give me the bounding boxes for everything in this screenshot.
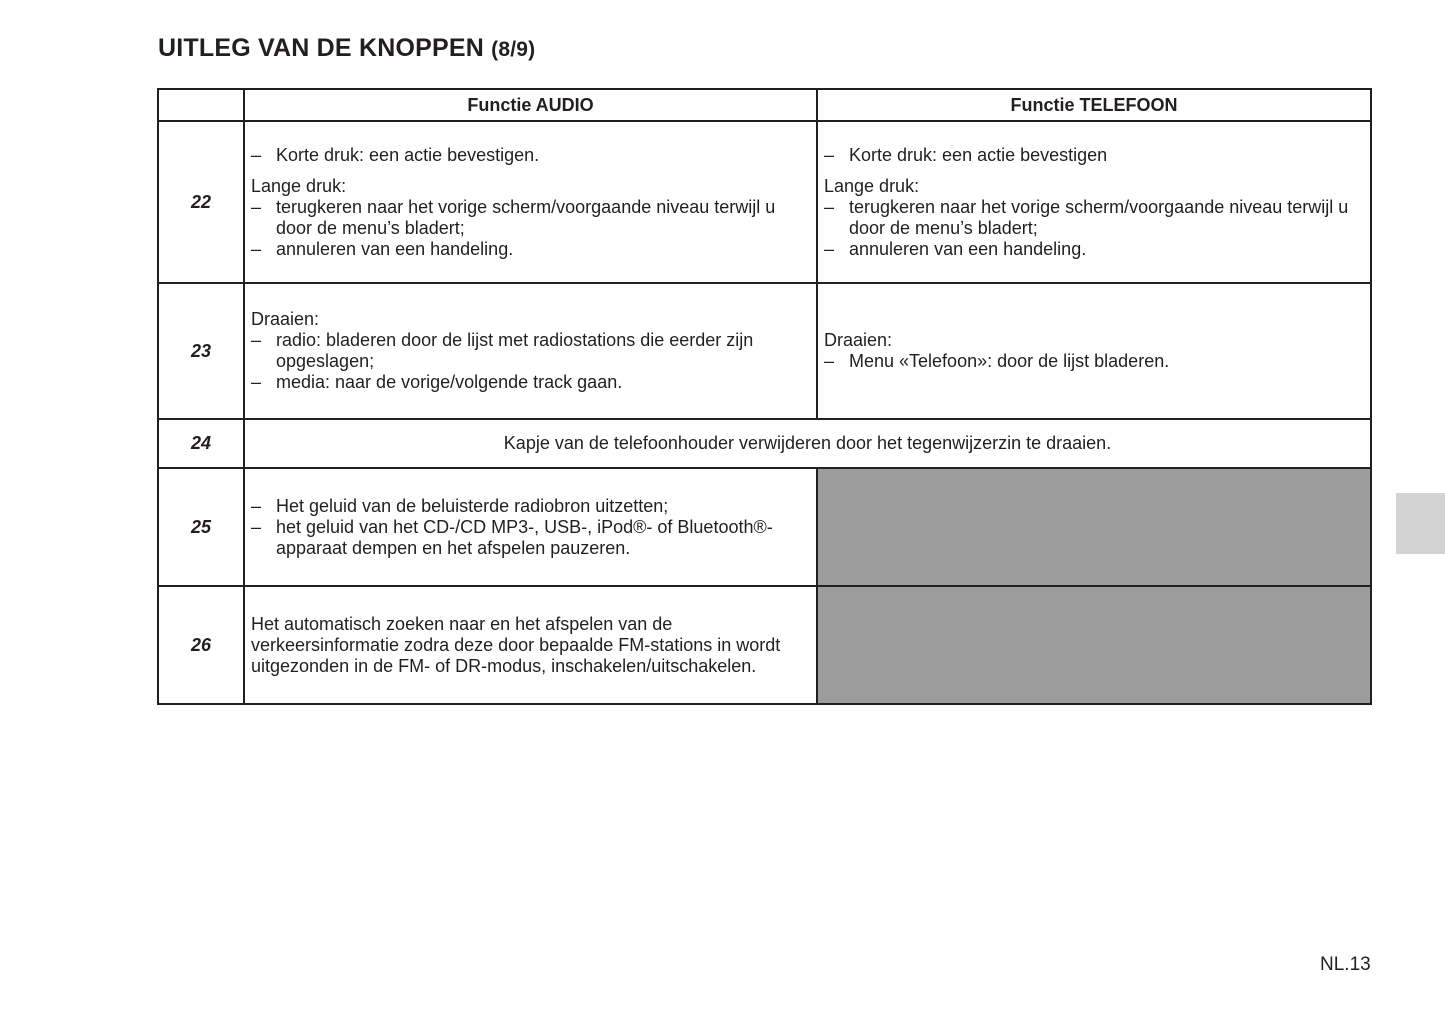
- long-press-label: Lange druk:: [824, 175, 920, 196]
- dash-list: [251, 330, 810, 393]
- page-number: NL.13: [1320, 954, 1371, 975]
- audio-cell: Het automatisch zoeken naar en het afspelen van de verkeersinformatie zodra deze door bepaalde FM-stations in wordt uitgezonden in de FM- of DR-modus, inschakelen/uitschakelen.: [244, 586, 817, 704]
- title-text: UITLEG VAN DE KNOPPEN: [158, 34, 484, 62]
- phone-cell: [817, 121, 1371, 283]
- list-item: – Korte druk: een actie bevestigen: [824, 145, 1364, 166]
- button-function-table: [157, 88, 1372, 705]
- audio-cell: [244, 283, 817, 419]
- list-item: – het geluid van het CD-/CD MP3-, USB-, iPod®- of Bluetooth®-apparaat dempen en het afspelen pauzeren.: [251, 517, 810, 559]
- dash-list: [251, 145, 810, 166]
- phone-cell: [817, 283, 1371, 419]
- header-audio: Functie AUDIO: [244, 89, 817, 121]
- list-item: – radio: bladeren door de lijst met radiostations die eerder zijn opgeslagen;: [251, 330, 810, 372]
- list-item: – media: naar de vorige/volgende track gaan.: [251, 372, 810, 393]
- dash-list: [824, 145, 1364, 166]
- table-row: [158, 121, 1371, 283]
- title-part-indicator: (8/9): [491, 38, 536, 61]
- list-item: – Korte druk: een actie bevestigen.: [251, 145, 810, 166]
- table-row: [158, 283, 1371, 419]
- shared-cell: Kapje van de telefoonhouder verwijderen door het tegenwijzerzin te draaien.: [244, 419, 1371, 468]
- dash-list: [251, 496, 810, 559]
- page-title: [158, 34, 535, 63]
- list-item: – Het geluid van de beluisterde radiobron uitzetten;: [251, 496, 810, 517]
- row-number: 26: [158, 586, 244, 704]
- list-item: – Menu «Telefoon»: door de lijst bladeren.: [824, 351, 1364, 372]
- rotate-label: Draaien:: [824, 330, 893, 350]
- table-row: [158, 586, 1371, 704]
- row-number: 24: [158, 419, 244, 468]
- row-number: 23: [158, 283, 244, 419]
- header-number: [158, 89, 244, 121]
- section-tab-marker: [1396, 493, 1445, 554]
- audio-cell: [244, 121, 817, 283]
- table-row: [158, 468, 1371, 586]
- audio-cell: [244, 468, 817, 586]
- dash-list: [824, 351, 1364, 372]
- table-header-row: [158, 89, 1371, 121]
- empty-phone-cell: [817, 468, 1371, 586]
- table-row: [158, 419, 1371, 468]
- list-item: – annuleren van een handeling.: [824, 239, 1364, 260]
- header-phone: Functie TELEFOON: [817, 89, 1371, 121]
- rotate-label: Draaien:: [251, 309, 320, 329]
- empty-phone-cell: [817, 586, 1371, 704]
- list-item: – annuleren van een handeling.: [251, 239, 810, 260]
- dash-list: [251, 197, 810, 260]
- list-item: – terugkeren naar het vorige scherm/voorgaande niveau terwijl u door de menu’s bladert;: [251, 197, 810, 239]
- row-number: 22: [158, 121, 244, 283]
- row-number: 25: [158, 468, 244, 586]
- dash-list: [824, 197, 1364, 260]
- list-item: – terugkeren naar het vorige scherm/voorgaande niveau terwijl u door de menu’s bladert;: [824, 197, 1364, 239]
- long-press-label: Lange druk:: [251, 175, 347, 196]
